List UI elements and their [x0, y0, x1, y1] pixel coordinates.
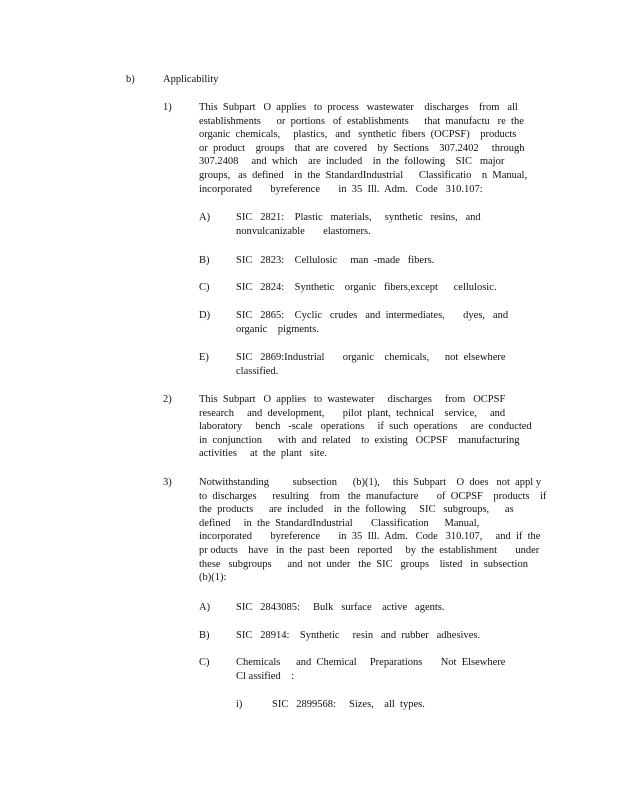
- text-line: activities at the plant site.: [199, 448, 328, 460]
- item-1-d-text: [236, 309, 508, 336]
- text-line: 307.2408 and which are included in the following SIC major: [199, 156, 505, 168]
- item-3-a-text: [236, 601, 445, 615]
- item-3-c-label: C): [199, 657, 210, 668]
- item-3-b-label: B): [199, 630, 210, 641]
- text-line: defined in the StandardIndustrial Classification Manual,: [199, 517, 480, 529]
- text-line: SIC 2821: Plastic materials, synthetic resins, and: [236, 212, 481, 223]
- text-line: groups, as defined in the StandardIndustrial Classificatio n Manual,: [199, 169, 528, 181]
- text-line: these subgroups and not under the SIC groups listed in subsection: [199, 558, 528, 570]
- section-heading: Applicability: [163, 74, 219, 85]
- text-line: SIC 2865: Cyclic crudes and intermediates, dyes, and: [236, 310, 509, 321]
- item-1-b-text: [236, 254, 434, 268]
- text-line: (b)(1):: [199, 572, 227, 584]
- item-1-d-label: D): [199, 310, 211, 321]
- item-3-c-text: [236, 656, 505, 683]
- text-line: SIC 28914: Synthetic resin and rubber adhesives.: [236, 630, 481, 641]
- text-line: Notwithstanding subsection (b)(1), this Subpart O does not appl y: [199, 477, 542, 488]
- text-line: SIC 2899568: Sizes, all types.: [272, 699, 425, 710]
- text-line: SIC 2823: Cellulosic man -made fibers.: [236, 255, 435, 266]
- item-1-e-label: E): [199, 352, 209, 363]
- item-2-paragraph: [199, 393, 532, 461]
- item-1-label: 1): [163, 102, 172, 113]
- text-line: in conjunction with and related to existing OCPSF manufacturing: [199, 434, 520, 446]
- item-2-label: 2): [163, 394, 172, 405]
- text-line: organic pigments.: [236, 323, 319, 335]
- text-line: Cl assified :: [236, 670, 295, 682]
- text-line: establishments or portions of establishments that manufactu re the: [199, 115, 524, 127]
- text-line: This Subpart O applies to process wastewater discharges from all: [199, 102, 518, 113]
- item-1-a-text: [236, 211, 481, 238]
- text-line: pr oducts have in the past been reported by the establishment under: [199, 544, 540, 556]
- text-line: or product groups that are covered by Sections 307.2402 through: [199, 142, 525, 154]
- text-line: organic chemicals, plastics, and synthetic fibers (OCPSF) products: [199, 129, 517, 141]
- item-3-c-i-label: i): [236, 699, 243, 710]
- item-3-label: 3): [163, 477, 172, 488]
- item-1-a-label: A): [199, 212, 211, 223]
- text-line: incorporated byreference in 35 Ill. Adm. Code 310.107:: [199, 183, 483, 195]
- text-line: classified.: [236, 365, 279, 377]
- text-line: SIC 2869:Industrial organic chemicals, not elsewhere: [236, 352, 506, 363]
- item-3-b-text: [236, 629, 480, 643]
- item-3-a-label: A): [199, 602, 211, 613]
- text-line: incorporated byreference in 35 Ill. Adm. Code 310.107, and if the: [199, 531, 541, 543]
- item-1-b-label: B): [199, 255, 210, 266]
- text-line: nonvulcanizable elastomers.: [236, 225, 371, 237]
- item-1-c-text: [236, 281, 497, 295]
- item-1-paragraph: [199, 101, 527, 196]
- text-line: the products are included in the following SIC subgroups, as: [199, 504, 514, 516]
- item-3-c-i-text: [272, 698, 425, 712]
- item-1-e-text: [236, 351, 506, 378]
- text-line: This Subpart O applies to wastewater discharges from OCPSF: [199, 394, 506, 405]
- text-line: Chemicals and Chemical Preparations Not Elsewhere: [236, 657, 506, 668]
- text-line: research and development, pilot plant, technical service, and: [199, 407, 506, 419]
- text-line: to discharges resulting from the manufacture of OCPSF products if: [199, 490, 547, 502]
- item-1-c-label: C): [199, 282, 210, 293]
- text-line: SIC 2843085: Bulk surface active agents.: [236, 602, 445, 613]
- text-line: laboratory bench -scale operations if such operations are conducted: [199, 421, 532, 433]
- text-line: SIC 2824: Synthetic organic fibers,except cellulosic.: [236, 282, 497, 293]
- section-label: b): [126, 74, 135, 85]
- item-3-paragraph: [199, 476, 546, 585]
